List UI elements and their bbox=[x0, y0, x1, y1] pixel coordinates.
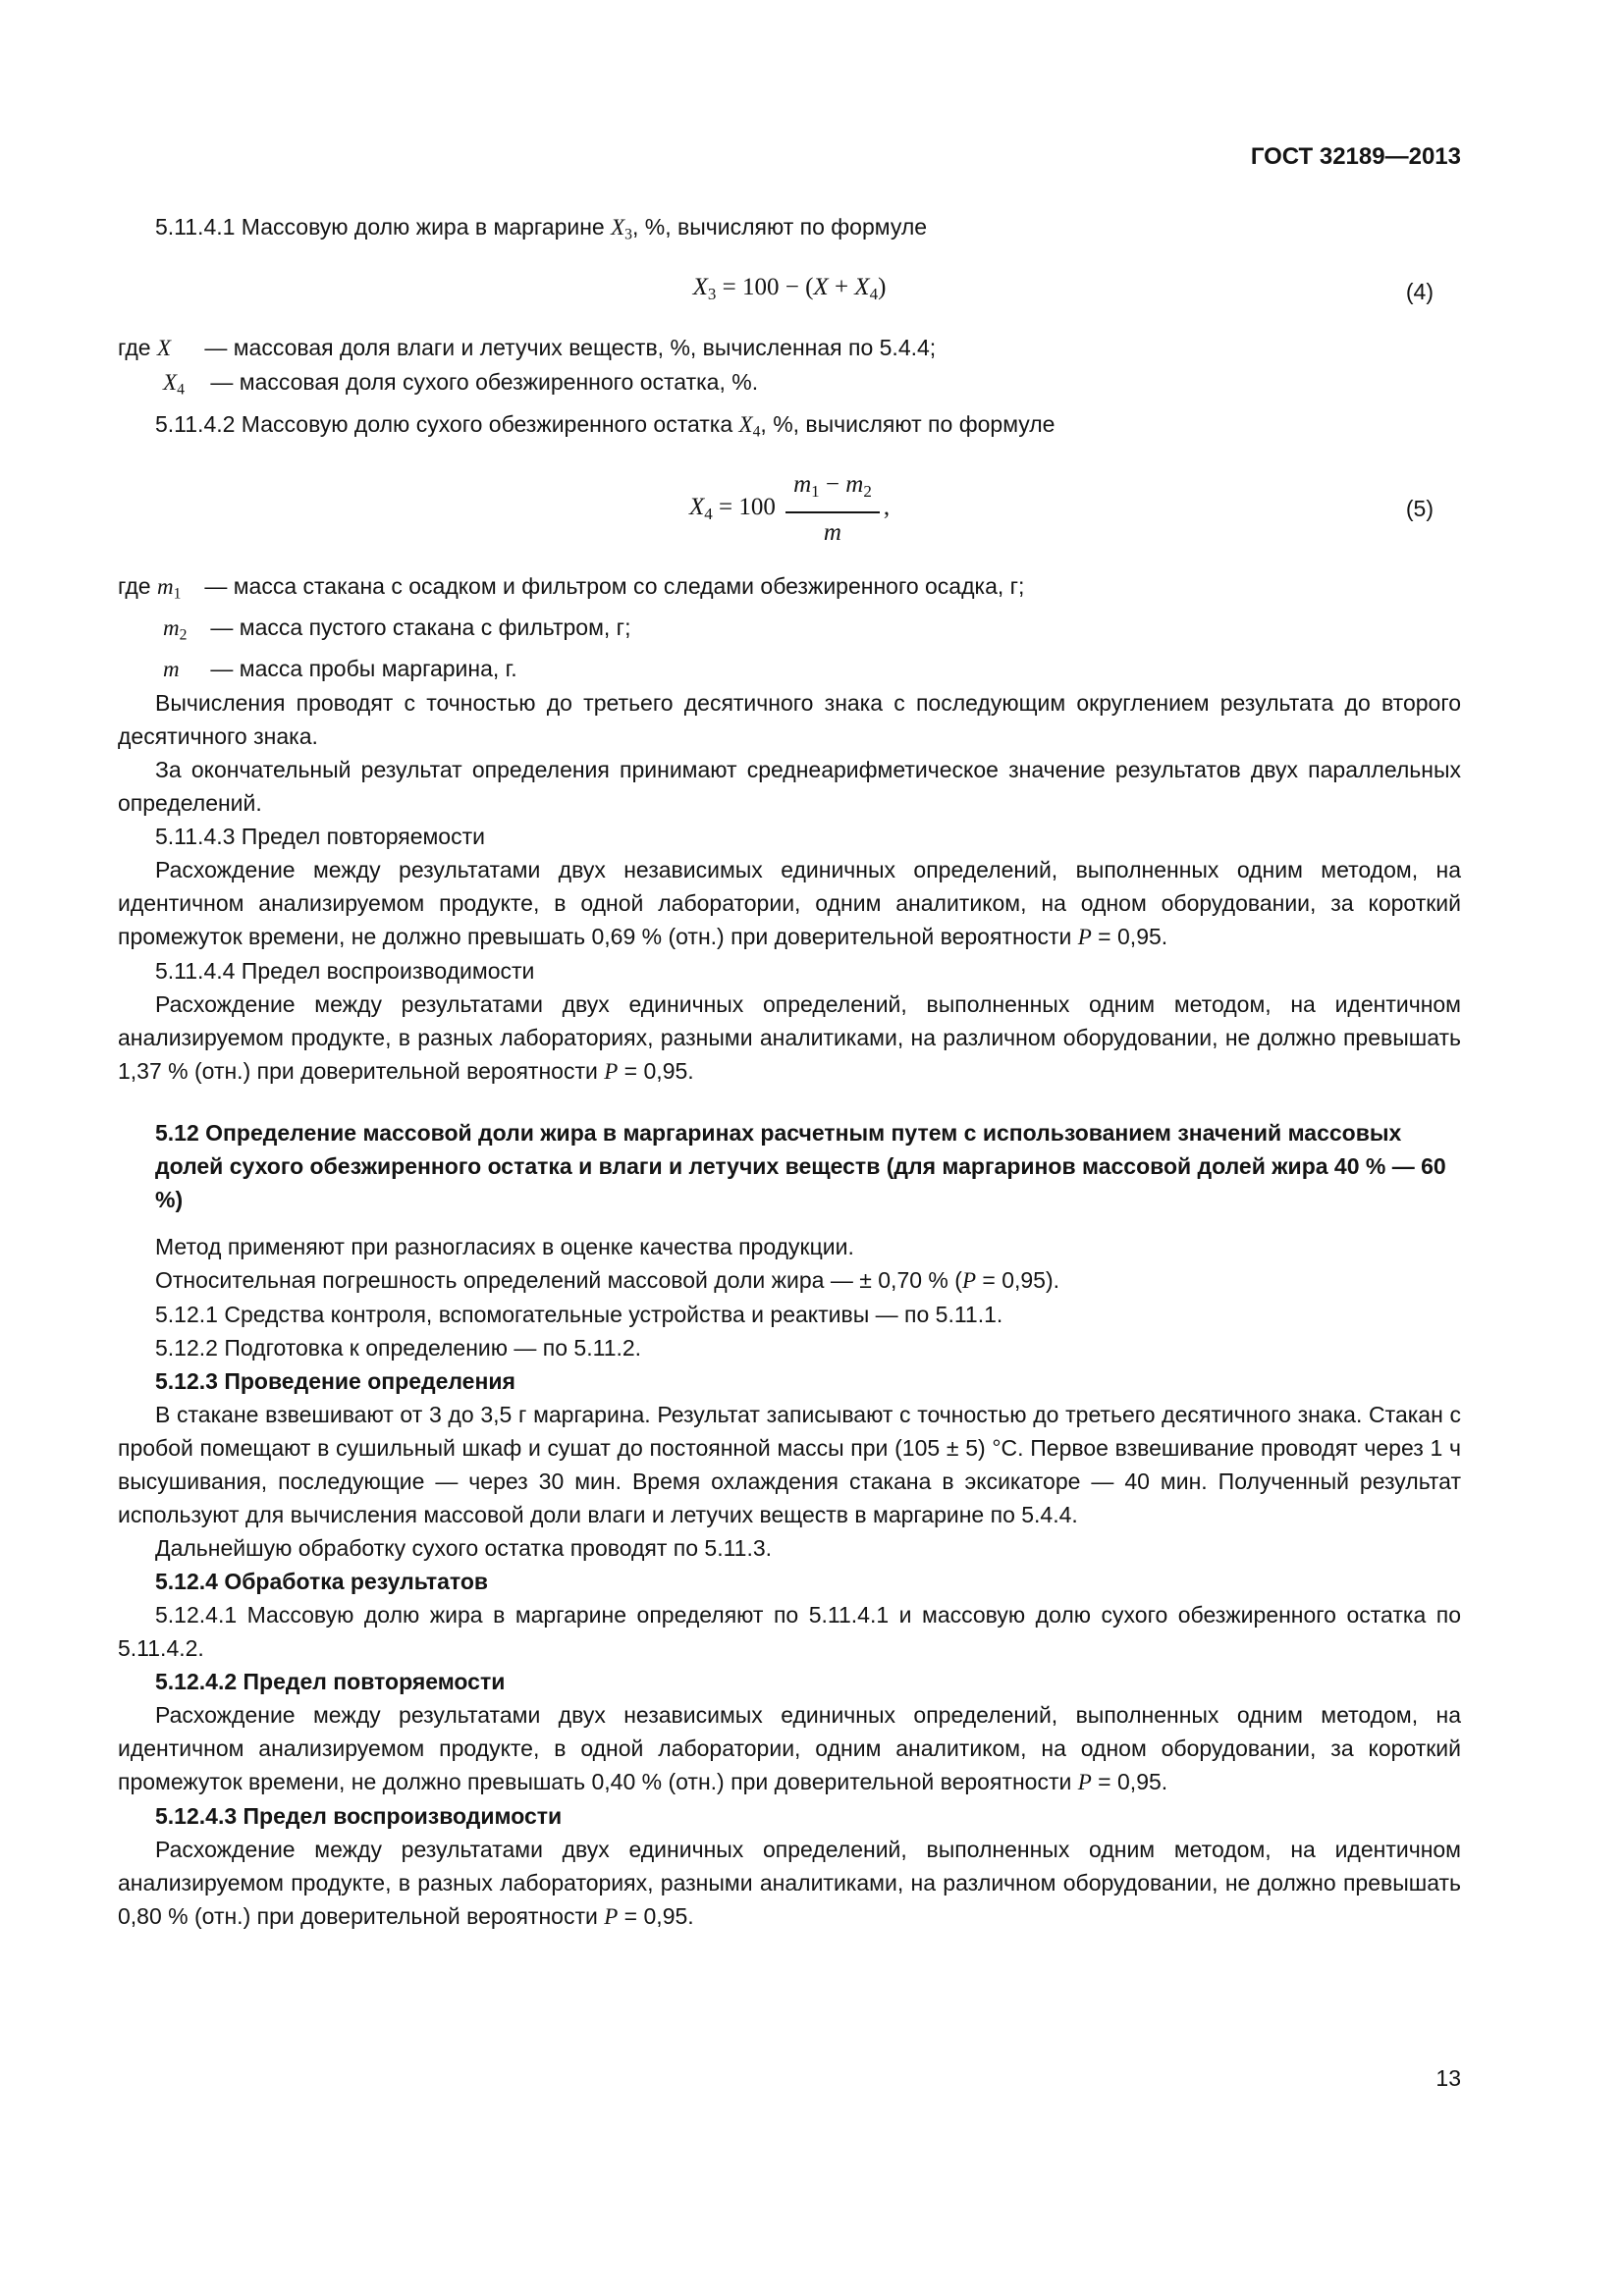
paragraph bbox=[118, 1298, 1461, 1331]
math-var: P bbox=[1077, 1770, 1092, 1795]
math-var: X bbox=[692, 274, 708, 301]
math-var: X bbox=[738, 411, 753, 437]
text-run: Метод применяют при разногласиях в оценке качества продукции. bbox=[155, 1234, 854, 1260]
text-run: = 100 bbox=[712, 493, 783, 520]
text-run: 5.12.3 Проведение определения bbox=[155, 1368, 515, 1395]
formula-body bbox=[692, 274, 887, 304]
text-run: Расхождение между результатами двух единичных определений, выполненных одним методом, на идентичном анализируемом продукте, в разных лабораториях, разными аналитиками, на различном оборудовании, не должно превышать 1,37 % (отн.) при доверительной вероятности bbox=[118, 991, 1461, 1085]
text-run bbox=[163, 652, 204, 686]
paragraph bbox=[118, 1698, 1461, 1799]
text-run: ) bbox=[878, 274, 887, 301]
section-heading bbox=[155, 1116, 1461, 1216]
paragraph bbox=[118, 1230, 1461, 1263]
text-run: = 0,95). bbox=[976, 1267, 1060, 1294]
math-var: X bbox=[688, 493, 705, 520]
text-run: 4 bbox=[752, 422, 761, 440]
paragraph bbox=[118, 1565, 1461, 1598]
paragraph bbox=[118, 331, 1461, 365]
text-run: = 0,95. bbox=[1091, 1769, 1168, 1795]
text-run bbox=[163, 365, 204, 406]
text-run: 2 bbox=[863, 481, 872, 501]
paragraph bbox=[118, 1665, 1461, 1698]
paragraph bbox=[118, 365, 1461, 406]
text-run: — массовая доля влаги и летучих веществ, %, вычисленная по 5.4.4; bbox=[197, 335, 937, 361]
text-run: где bbox=[118, 335, 157, 361]
math-var: P bbox=[1077, 925, 1092, 950]
text-run: 5.11.4.1 Массовую долю жира в маргарине bbox=[155, 214, 612, 240]
paragraph bbox=[118, 652, 1461, 686]
math-var: P bbox=[604, 1059, 619, 1085]
formula bbox=[118, 271, 1461, 311]
text-run: Относительная погрешность определений массовой доли жира — ± 0,70 % ( bbox=[155, 1267, 962, 1294]
text-run: = 0,95. bbox=[1091, 924, 1168, 950]
paragraph bbox=[118, 407, 1461, 449]
text-run: , %, вычисляют по формуле bbox=[631, 214, 928, 240]
fraction-numerator bbox=[785, 468, 880, 513]
text-run: где bbox=[118, 572, 157, 599]
fraction bbox=[785, 468, 880, 550]
text-run: — масса пробы маргарина, г. bbox=[204, 656, 517, 682]
doc-number: ГОСТ 32189—2013 bbox=[1250, 143, 1461, 170]
text-run: 1 bbox=[811, 481, 820, 501]
formula bbox=[118, 468, 1461, 550]
text-run: 3 bbox=[707, 285, 717, 304]
math-var: m bbox=[156, 573, 174, 599]
text-run: 5.11.4.3 Предел повторяемости bbox=[155, 824, 485, 850]
math-var: X bbox=[854, 274, 870, 301]
text-run: 5.11.4.2 Массовую долю сухого обезжиренного остатка bbox=[155, 410, 739, 437]
text-run: + bbox=[828, 274, 855, 301]
paragraph bbox=[118, 1799, 1461, 1833]
text-run bbox=[157, 331, 198, 365]
paragraph bbox=[118, 1364, 1461, 1398]
text-run: 4 bbox=[869, 285, 879, 304]
math-var: P bbox=[604, 1904, 619, 1930]
math-var: m bbox=[793, 470, 812, 498]
text-run: 2 bbox=[179, 626, 188, 644]
text-run: 1 bbox=[173, 585, 182, 602]
text-run: Вычисления проводят с точностью до третьего десятичного знака с последующим округлением результата до второго десятичного знака. bbox=[118, 690, 1461, 750]
text-run: 5.11.4.4 Предел воспроизводимости bbox=[155, 958, 535, 985]
text-run: , %, вычисляют по формуле bbox=[760, 410, 1056, 437]
paragraph bbox=[118, 820, 1461, 853]
text-run: Расхождение между результатами двух единичных определений, выполненных одним методом, на идентичном анализируемом продукте, в разных лабораториях, разными аналитиками, на различном оборудовании, не должно превышать 0,80 % (отн.) при доверительной вероятности bbox=[118, 1837, 1461, 1930]
text-run: Расхождение между результатами двух независимых единичных определений, выполненных одним методом, на идентичном анализируемом продукте, в одной лаборатории, одним аналитиком, на одном оборудовании, за короткий промежуток времени, не должно превышать 0,40 % (отн.) при доверительной вероятности bbox=[118, 1702, 1461, 1795]
math-var: X bbox=[156, 336, 172, 361]
text-run: Расхождение между результатами двух независимых единичных определений, выполненных одним методом, на идентичном анализируемом продукте, в одной лаборатории, одним аналитиком, на одном оборудовании, за короткий промежуток времени, не должно превышать 0,69 % (отн.) при доверительной вероятности bbox=[118, 857, 1461, 950]
math-var: X bbox=[813, 274, 829, 301]
fraction-denominator bbox=[785, 513, 880, 550]
text-run: — масса пустого стакана с фильтром, г; bbox=[204, 614, 631, 640]
text-run bbox=[157, 569, 198, 611]
paragraph bbox=[118, 988, 1461, 1089]
paragraph bbox=[118, 1833, 1461, 1934]
formula-body bbox=[688, 470, 891, 546]
text-run: 5.12.1 Средства контроля, вспомогательные устройства и реактивы — по 5.11.1. bbox=[155, 1302, 1003, 1328]
paragraph bbox=[118, 1531, 1461, 1565]
paragraph bbox=[118, 853, 1461, 954]
text-run: − bbox=[819, 470, 846, 498]
math-var: m bbox=[823, 518, 841, 546]
paragraph bbox=[118, 753, 1461, 820]
paragraph bbox=[118, 611, 1461, 652]
text-run: 5.12.4.2 Предел повторяемости bbox=[155, 1669, 506, 1695]
paragraph bbox=[118, 1263, 1461, 1298]
formula-number: (4) bbox=[1405, 278, 1434, 304]
math-var: m bbox=[163, 615, 180, 640]
text-run bbox=[163, 611, 204, 652]
text-run: = 0,95. bbox=[618, 1058, 694, 1085]
text-run: Дальнейшую обработку сухого остатка проводят по 5.11.3. bbox=[155, 1535, 773, 1562]
paragraph bbox=[118, 1398, 1461, 1531]
text-run: 5.12.2 Подготовка к определению — по 5.11.2. bbox=[155, 1335, 642, 1362]
formula-number: (5) bbox=[1405, 496, 1434, 522]
text-run: 5.12.4.1 Массовую долю жира в маргарине определяют по 5.11.4.1 и массовую долю сухого обезжиренного остатка по 5.11.4.2. bbox=[118, 1602, 1461, 1662]
document-content bbox=[118, 210, 1461, 1934]
paragraph bbox=[118, 210, 1461, 251]
text-run: 5.12 Определение массовой доли жира в маргаринах расчетным путем с использованием значений массовых долей сухого обезжиренного остатка и влаги и летучих веществ (для маргаринов массовой долей жира 40 % — 60 %) bbox=[155, 1120, 1446, 1213]
math-var: m bbox=[845, 470, 864, 498]
paragraph bbox=[118, 686, 1461, 753]
page-number: 13 bbox=[1435, 2065, 1461, 2091]
math-var: X bbox=[163, 370, 178, 396]
paragraph bbox=[118, 1598, 1461, 1665]
text-run: — масса стакана с осадком и фильтром со следами обезжиренного осадка, г; bbox=[197, 572, 1025, 599]
text-run: 5.12.4 Обработка результатов bbox=[155, 1569, 489, 1595]
math-var: m bbox=[163, 657, 180, 682]
text-run: 5.12.4.3 Предел воспроизводимости bbox=[155, 1803, 563, 1830]
math-var: X bbox=[611, 215, 625, 240]
text-run: За окончательный результат определения принимают среднеарифметическое значение результатов двух параллельных определений. bbox=[118, 757, 1461, 817]
text-run: 4 bbox=[704, 504, 713, 523]
text-run: 4 bbox=[177, 381, 185, 399]
paragraph bbox=[118, 954, 1461, 988]
text-run: = 0,95. bbox=[618, 1903, 694, 1930]
text-run: = 100 − ( bbox=[716, 274, 814, 301]
text-run: , bbox=[883, 493, 891, 520]
paragraph bbox=[118, 569, 1461, 611]
text-run: В стакане взвешивают от 3 до 3,5 г маргарина. Результат записывают с точностью до третьего десятичного знака. Стакан с пробой помещают в сушильный шкаф и сушат до постоянной массы при (105 ± 5) °С. Первое взвешивание проводят через 1 ч высушивания, последующие — через 30 мин. Время охлаждения стакана в эксикаторе — 40 мин. Полученный результат используют для вычисления массовой доли влаги и летучих веществ в маргарине по 5.4.4. bbox=[118, 1402, 1461, 1528]
math-var: P bbox=[961, 1268, 976, 1294]
text-run: — массовая доля сухого обезжиренного остатка, %. bbox=[204, 369, 759, 396]
paragraph bbox=[118, 1331, 1461, 1364]
text-run: 3 bbox=[624, 226, 632, 243]
